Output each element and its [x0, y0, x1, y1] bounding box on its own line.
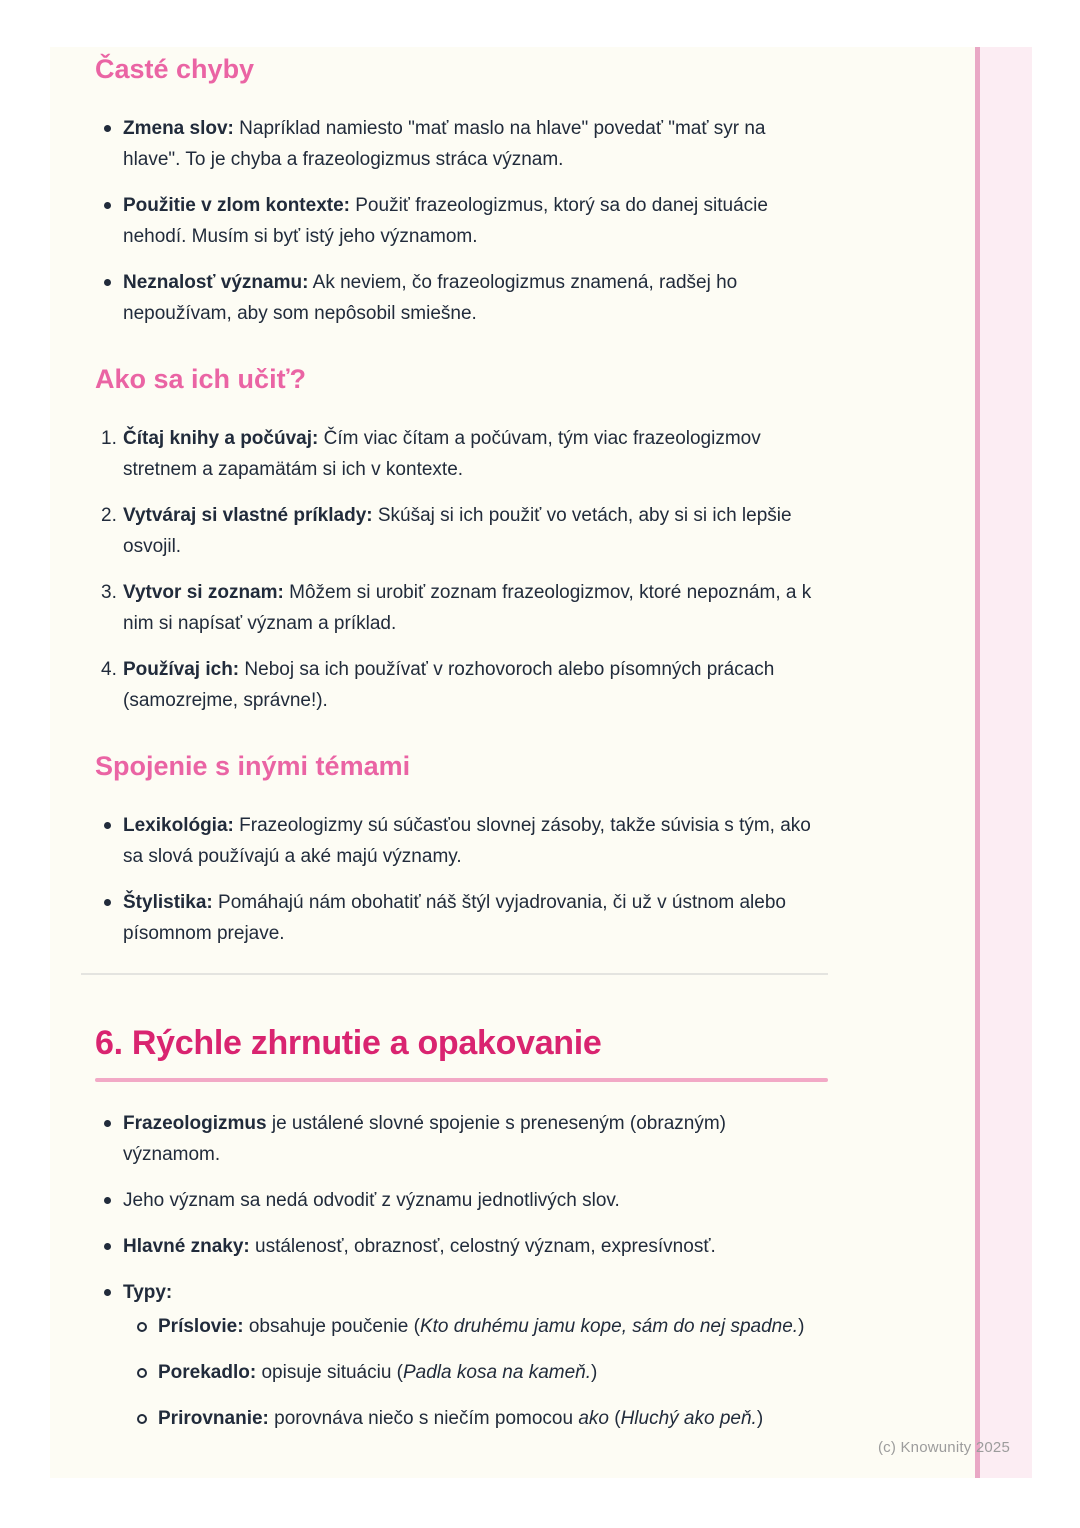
nested-list — [123, 1311, 828, 1434]
body-text: ) — [591, 1362, 598, 1383]
item-text — [123, 892, 786, 944]
number-marker: 1. — [101, 428, 117, 449]
list — [95, 423, 828, 716]
bold-term: Čítaj knihy a počúvaj: — [123, 428, 319, 449]
body-text: ustálenosť, obraznosť, celostný význam, expresívnosť. — [249, 1236, 716, 1257]
section-heading: Časté chyby — [95, 54, 255, 84]
list-item — [95, 887, 828, 949]
italic-example: ako — [578, 1408, 609, 1429]
circle-bullet-icon — [137, 1368, 147, 1378]
body-text: porovnáva niečo s niečím pomocou — [268, 1408, 579, 1429]
item-text — [123, 118, 766, 170]
list-item — [95, 190, 828, 252]
item-text — [123, 195, 768, 247]
item-text — [123, 505, 792, 557]
body-text: Skúšaj si ich použiť vo vetách, aby si si ich lepšie osvojil. — [123, 505, 792, 557]
italic-example: Padla kosa na kameň. — [403, 1362, 592, 1383]
item-text — [158, 1362, 597, 1383]
item-text — [123, 815, 811, 867]
list-item — [95, 1277, 828, 1434]
bullet-icon — [104, 1197, 111, 1204]
item-text — [158, 1408, 763, 1429]
bold-term: Vytváraj si vlastné príklady: — [123, 505, 373, 526]
item-text — [123, 659, 774, 711]
list-item — [95, 654, 828, 716]
title-underline — [95, 1078, 828, 1082]
section-heading: Ako sa ich učiť? — [95, 364, 306, 394]
section-divider — [81, 973, 828, 975]
list-item — [95, 1108, 828, 1170]
bold-term: Štylistika: — [123, 892, 213, 913]
list-item — [123, 1357, 828, 1388]
list — [95, 1108, 828, 1434]
body-text: Pomáhajú nám obohatiť náš štýl vyjadrovania, či už v ústnom alebo písomnom prejave. — [123, 892, 786, 944]
bullet-icon — [104, 1120, 111, 1127]
bold-term: Zmena slov: — [123, 118, 234, 139]
bullet-icon — [104, 125, 111, 132]
italic-example: Kto druhému jamu kope, sám do nej spadne. — [419, 1316, 799, 1337]
bold-term: Vytvor si zoznam: — [123, 582, 284, 603]
bullet-icon — [104, 202, 111, 209]
list-item — [95, 113, 828, 175]
body-text: Čím viac čítam a počúvam, tým viac frazeologizmov stretnem a zapamätám si ich v kontexte. — [123, 428, 761, 480]
italic-example: Hluchý ako peň. — [620, 1408, 757, 1429]
body-text: Jeho význam sa nedá odvodiť z významu jednotlivých slov. — [123, 1190, 620, 1211]
bold-term: Príslovie: — [158, 1316, 244, 1337]
document-content — [95, 47, 828, 1434]
bold-term: Typy: — [123, 1282, 173, 1303]
list — [95, 810, 828, 949]
document-page — [50, 47, 1032, 1478]
bold-term: Porekadlo: — [158, 1362, 257, 1383]
bold-term: Použitie v zlom kontexte: — [123, 195, 350, 216]
item-text — [123, 1113, 726, 1165]
number-marker: 4. — [101, 659, 117, 680]
item-text — [158, 1316, 804, 1337]
body-text: Napríklad namiesto "mať maslo na hlave" povedať "mať syr na hlave". To je chyba a frazeologizmus stráca význam. — [123, 118, 766, 170]
bullet-icon — [104, 1243, 111, 1250]
item-text — [123, 428, 761, 480]
list-item — [95, 423, 828, 485]
list-item — [95, 577, 828, 639]
bullet-icon — [104, 822, 111, 829]
bold-term: Neznalosť významu: — [123, 272, 309, 293]
item-text — [123, 582, 811, 634]
copyright-watermark: (c) Knowunity 2025 — [877, 1439, 1010, 1456]
body-text: ( — [608, 1408, 621, 1429]
circle-bullet-icon — [137, 1322, 147, 1332]
chapter-title: 6. Rýchle zhrnutie a opakovanie — [95, 1024, 602, 1062]
body-text: Ak neviem, čo frazeologizmus znamená, radšej ho nepoužívam, aby som nepôsobil smiešne. — [123, 272, 738, 324]
list-item — [95, 810, 828, 872]
bullet-icon — [104, 279, 111, 286]
bold-term: Prirovnanie: — [158, 1408, 269, 1429]
body-text: ) — [756, 1408, 764, 1429]
bullet-icon — [104, 1289, 111, 1296]
item-text — [123, 272, 737, 324]
body-text: Neboj sa ich používať v rozhovoroch alebo písomných prácach (samozrejme, správne!). — [123, 659, 775, 711]
bullet-icon — [104, 899, 111, 906]
bold-term: Frazeologizmus — [123, 1113, 267, 1134]
circle-bullet-icon — [137, 1414, 147, 1424]
body-text: je ustálené slovné spojenie s preneseným (obrazným) významom. — [123, 1113, 726, 1165]
number-marker: 2. — [101, 505, 117, 526]
decorative-side-band — [975, 47, 1032, 1478]
bold-term: Lexikológia: — [123, 815, 234, 836]
body-text: obsahuje poučenie ( — [243, 1316, 420, 1337]
item-text — [123, 1190, 620, 1211]
body-text: ) — [798, 1316, 805, 1337]
section-heading: Spojenie s inými témami — [95, 751, 411, 781]
list-item — [123, 1403, 828, 1434]
list — [95, 113, 828, 329]
item-text — [123, 1236, 716, 1257]
item-text — [123, 1282, 172, 1303]
body-text: opisuje situáciu ( — [256, 1362, 403, 1383]
body-text: Môžem si urobiť zoznam frazeologizmov, ktoré nepoznám, a k nim si napísať význam a príklad. — [123, 582, 812, 634]
body-text: Frazeologizmy sú súčasťou slovnej zásoby, takže súvisia s tým, ako sa slová používajú a aké majú významy. — [123, 815, 811, 867]
list-item — [95, 267, 828, 329]
list-item — [123, 1311, 828, 1342]
bold-term: Používaj ich: — [123, 659, 240, 680]
body-text: Použiť frazeologizmus, ktorý sa do danej situácie nehodí. Musím si byť istý jeho významom. — [123, 195, 768, 247]
number-marker: 3. — [101, 582, 117, 603]
bold-term: Hlavné znaky: — [123, 1236, 250, 1257]
list-item — [95, 500, 828, 562]
list-item — [95, 1185, 828, 1216]
list-item — [95, 1231, 828, 1262]
